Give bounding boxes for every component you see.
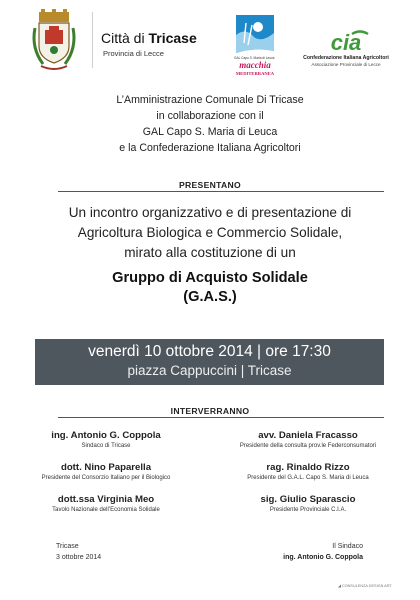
speaker-role: Sindaco di Tricase (81, 443, 131, 449)
speaker-role: Presidente della consulta prov.le Federconsumatori (239, 443, 377, 449)
event-title-line: Gruppo di Acquisto Solidale (112, 270, 308, 286)
speaker-role: Presidente del G.A.L. Capo S. Maria di Leuca (247, 475, 369, 481)
date-location-banner (35, 339, 384, 385)
speaker-name: avv. Daniela Fracasso (258, 430, 358, 441)
event-date-time: venerdì 10 ottobre 2014 | ore 17:30 (88, 343, 331, 360)
header-divider (92, 12, 93, 68)
intro-block (40, 92, 380, 156)
gal-macchia-mediterranea-logo (232, 13, 278, 79)
event-title-line: (G.A.S.) (183, 289, 237, 305)
event-title (20, 269, 400, 307)
cia-name: Confederazione Italiana Agricoltori (303, 55, 389, 61)
speaker-name: dott.ssa Virginia Meo (57, 494, 155, 505)
speaker-name: rag. Rinaldo Rizzo (266, 462, 350, 473)
speaker-role: Tavolo Nazionale dell’Economia Solidale (52, 507, 160, 513)
gal-logo-text: macchia (239, 60, 271, 70)
design-credit (338, 583, 392, 588)
speaker-card (218, 430, 398, 449)
speaker-role: Presidente del Consorzio Italiano per il Biologico (41, 475, 171, 481)
intro-line: GAL Capo S. Maria di Leuca (142, 126, 278, 138)
design-credit-icon: ◢ (338, 584, 342, 588)
speaker-card (16, 494, 196, 513)
city-crest-logo (29, 8, 79, 74)
gal-logo-text2: MEDITERRANEA (235, 71, 275, 76)
event-description (20, 203, 400, 263)
speaker-name: sig. Giulio Sparascio (260, 494, 356, 505)
province-label: Provincia di Lecce (103, 49, 164, 58)
speaker-card (218, 494, 398, 513)
cia-logo-text: cia (330, 30, 362, 52)
speaker-role: Presidente Provinciale C.I.A. (269, 507, 347, 513)
city-title: Città di Tricase (101, 30, 197, 46)
intro-line: e la Confederazione Italiana Agricoltori (119, 142, 301, 154)
interverranno-heading: INTERVERRANNO (170, 406, 250, 416)
design-credit-text: CONSULENZA DESIGN ART (341, 584, 392, 588)
event-location: piazza Cappuccini | Tricase (127, 363, 292, 378)
speaker-name: ing. Antonio G. Coppola (51, 430, 161, 441)
cia-subtitle: Associazione Provinciale di Lecce (311, 62, 381, 67)
speaker-card (218, 462, 398, 481)
intro-line: in collaborazione con il (156, 110, 264, 122)
speaker-name: dott. Nino Paparella (60, 462, 152, 473)
footer-date: 3 ottobre 2014 (56, 554, 102, 561)
section-rule (58, 417, 384, 418)
section-rule (58, 191, 384, 192)
speaker-card (16, 462, 196, 481)
signature-title: Il Sindaco (332, 543, 363, 550)
gal-logo-top-text: GAL Capo S. Maria di Leuca (234, 56, 275, 60)
presentano-heading: PRESENTANO (178, 180, 242, 190)
speaker-card (16, 430, 196, 449)
footer-place: Tricase (56, 543, 79, 550)
event-line: Agricoltura Biologica e Commercio Solidale, (77, 225, 343, 240)
intro-line: L’Amministrazione Comunale Di Tricase (116, 94, 304, 106)
cia-logo (316, 30, 376, 52)
signature-name: ing. Antonio G. Coppola (283, 554, 363, 561)
event-line: mirato alla costituzione di un (124, 245, 296, 260)
event-line: Un incontro organizzativo e di presentazione di (68, 205, 352, 220)
